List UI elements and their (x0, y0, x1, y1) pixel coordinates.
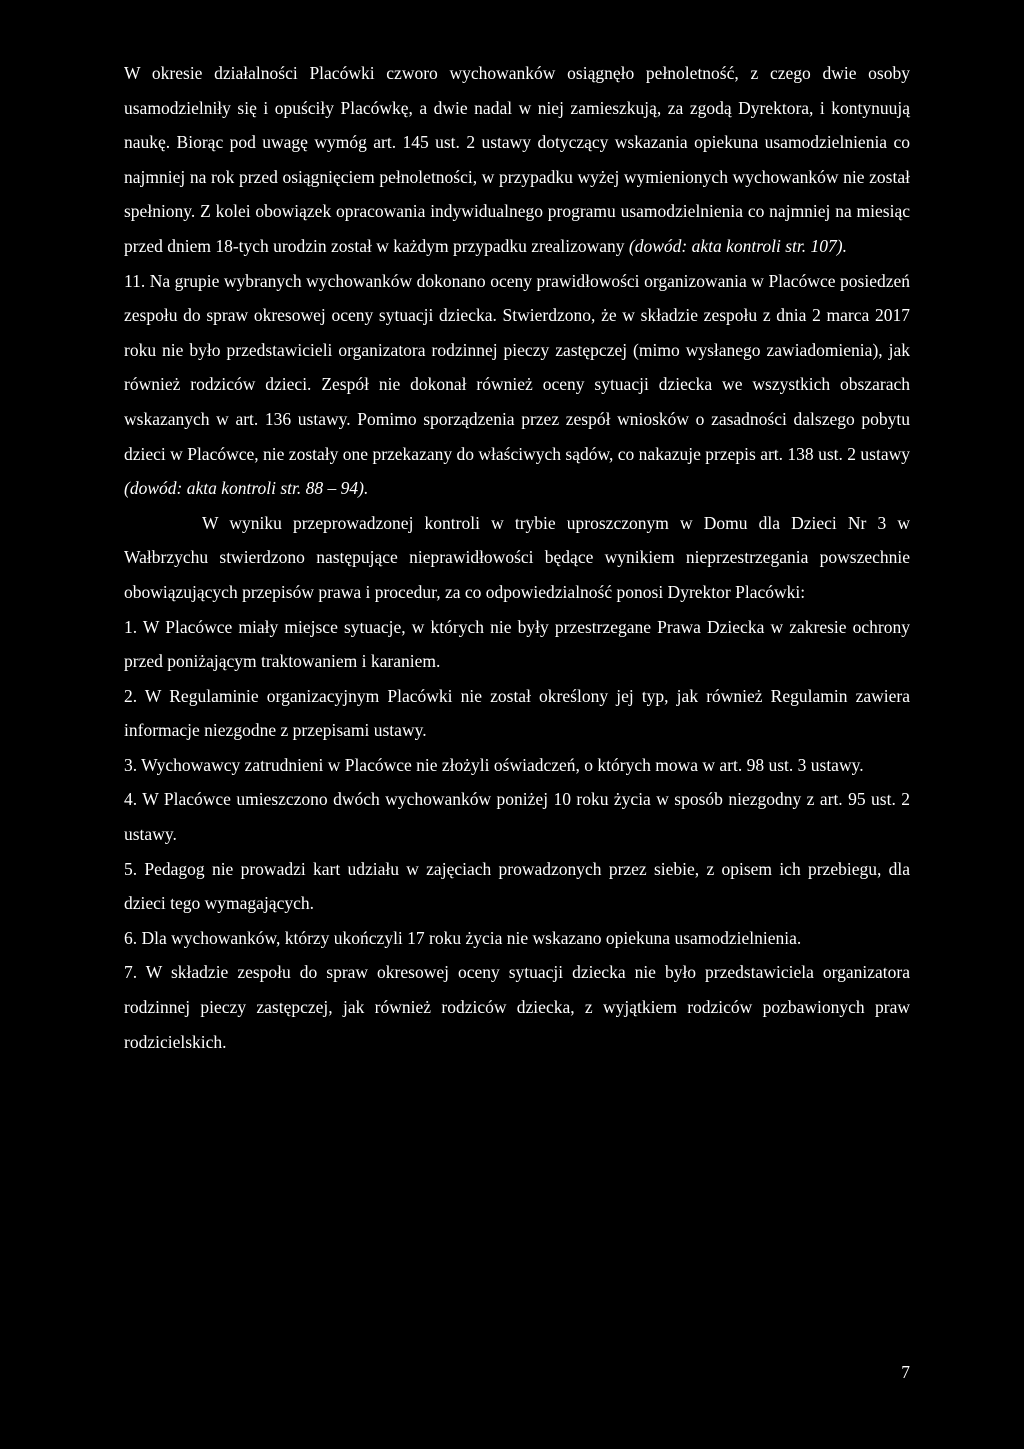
finding-item-5: 5. Pedagog nie prowadzi kart udziału w zajęciach prowadzonych przez siebie, z opisem ich przebiegu, dla dzieci tego wymagających. (124, 858, 910, 914)
evidence-citation: (dowód: akta kontroli str. 88 – 94). (124, 478, 369, 499)
evidence-citation: (dowód: akta kontroli str. 107). (628, 235, 847, 256)
finding-item-7: 7. W składzie zespołu do spraw okresowej oceny sytuacji dziecka nie było przedstawiciela organizatora rodzinnej pieczy zastępczej, jak również rodziców dziecka, z wyjątkiem rodziców pozbawionych praw rodzicielskich. (124, 962, 910, 1052)
summary-intro: W wyniku przeprowadzonej kontroli w trybie uproszczonym w Domu dla Dzieci Nr 3 w Wałbrzychu stwierdzono następujące nieprawidłowości będące wynikiem nieprzestrzegania powszechnie obowiązujących przepisów prawa i procedur, za co odpowiedzialność ponosi Dyrektor Placówki: (124, 512, 910, 602)
finding-item-3: 3. Wychowawcy zatrudnieni w Placówce nie złożyli oświadczeń, o których mowa w art. 98 ust. 3 ustawy. (124, 754, 864, 775)
finding-item-6: 6. Dla wychowanków, którzy ukończyli 17 roku życia nie wskazano opiekuna usamodzielnienia. (124, 927, 802, 948)
finding-item-4: 4. W Placówce umieszczono dwóch wychowanków poniżej 10 roku życia w sposób niezgodny z art. 95 ust. 2 ustawy. (124, 789, 910, 845)
paragraph-independence-text: W okresie działalności Placówki czworo wychowanków osiągnęło pełnoletność, z czego dwie osoby usamodzielniły się i opuściły Placówkę, a dwie nadal w niej zamieszkują, za zgodą Dyrektora, i kontynuują naukę. Biorąc pod uwagę wymóg art. 145 ust. 2 ustawy dotyczący wskazania opiekuna usamodzielnienia co najmniej na rok przed osiągnięciem pełnoletności, w przypadku wyżej wymienionych wychowanków nie został spełniony. Z kolei obowiązek opracowania indywidualnego programu usamodzielnienia co najmniej na miesiąc przed dniem 18-tych urodzin został w każdym przypadku zrealizowany (124, 63, 910, 256)
paragraph-team-assessment (124, 264, 910, 506)
paragraph-team-assessment-text: 11. Na grupie wybranych wychowanków dokonano oceny prawidłowości organizowania w Placówce posiedzeń zespołu do spraw okresowej oceny sytuacji dziecka. Stwierdzono, że w składzie zespołu z dnia 2 marca 2017 roku nie było przedstawicieli organizatora rodzinnej pieczy zastępczej (mimo wysłanego zawiadomienia), jak również rodziców dzieci. Zespół nie dokonał również oceny sytuacji dziecka we wszystkich obszarach wskazanych w art. 136 ustawy. Pomimo sporządzenia przez zespół wniosków o zasadności dalszego pobytu dzieci w Placówce, nie zostały one przekazany do właściwych sądów, co nakazuje przepis art. 138 ust. 2 ustawy (124, 270, 910, 464)
paragraph-independence (124, 56, 910, 264)
page-number: 7 (901, 1362, 910, 1382)
document-body (124, 56, 910, 1059)
finding-item-1: 1. W Placówce miały miejsce sytuacje, w których nie były przestrzegane Prawa Dziecka w zakresie ochrony przed poniżającym traktowaniem i karaniem. (124, 616, 910, 672)
finding-item-2: 2. W Regulaminie organizacyjnym Placówki nie został określony jej typ, jak również Regulamin zawiera informacje niezgodne z przepisami ustawy. (124, 685, 910, 741)
